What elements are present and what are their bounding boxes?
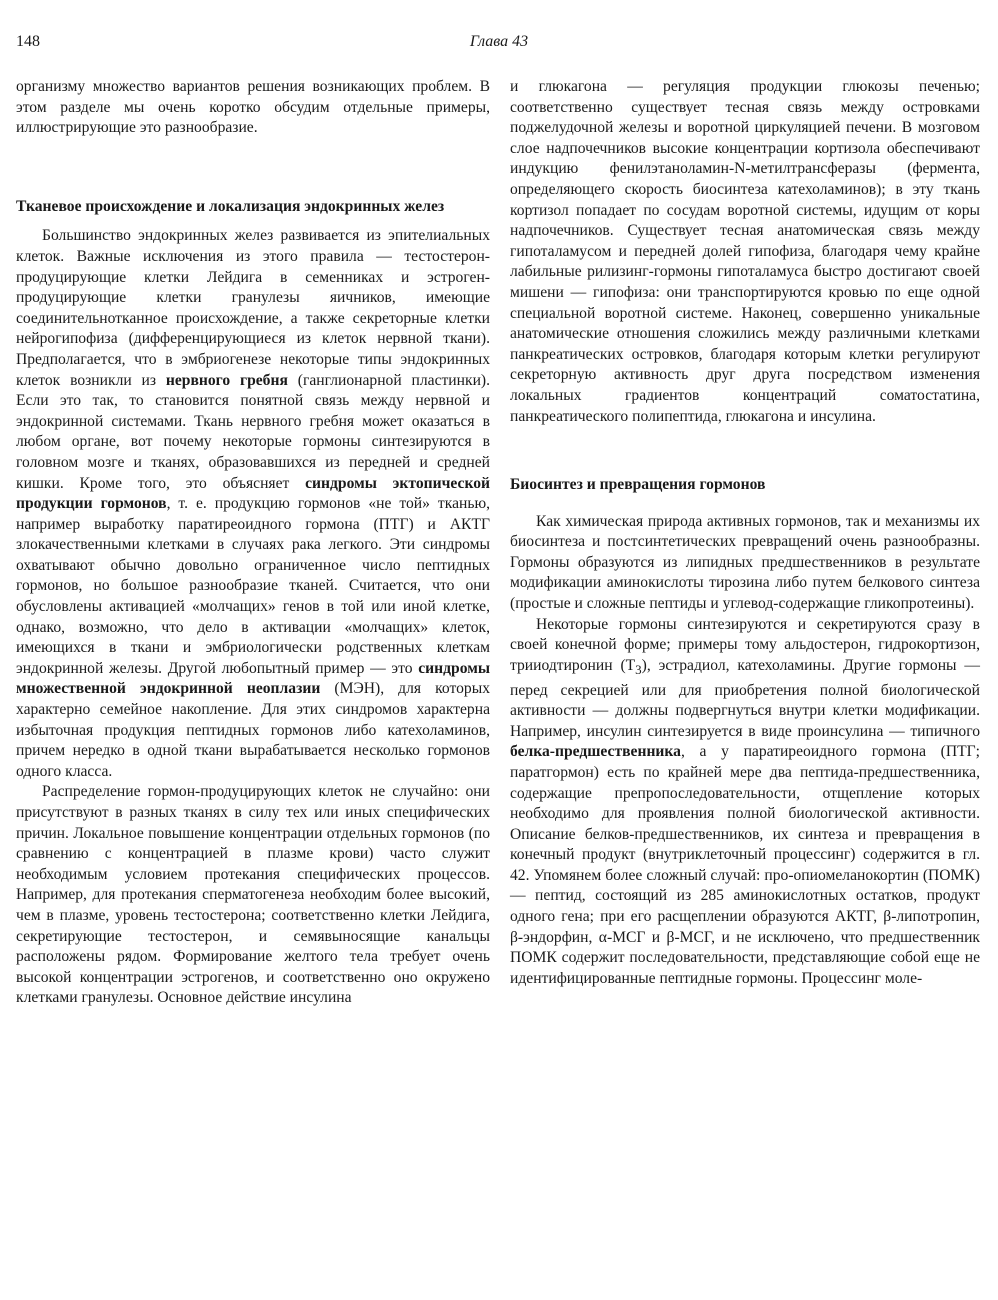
bold-term-ectopic-syndromes: синдромы эктопической продукции гормонов xyxy=(16,474,491,513)
text-run: Большинство эндокринных желез развивается из эпителиальных клеток. Важные исключения из этого правила — тестостерон-продуцирующие клетки Лейдига в семенниках и эстроген-продуцирующие клетки гранулезы яичников, имеющие соединительнотканное происхождение, а также секреторные клетки нейрогипофиза (дифференцирующиеся из клеток нервной ткани). Предполагается, что в эмбриогенезе некоторые типы эндокринных клеток возникли из xyxy=(16,227,490,389)
text-run: (МЭН), для которых характерно семейное накопление. Для этих синдромов характерна избыточная продукция пептидных гормонов либо катехоламинов, причем нередко в одной ткани вырабатывается несколько гормонов одного класса. xyxy=(16,680,490,780)
bold-term-precursor-protein: белка-предшественника xyxy=(510,743,681,761)
subscript-3: 3 xyxy=(635,661,642,677)
page-number: 148 xyxy=(16,33,40,50)
bold-term-men-syndromes: синдромы множественной эндокринной неоплазии xyxy=(16,659,490,698)
section-title-biosynthesis: Биосинтез и превращения гормонов xyxy=(510,476,766,494)
paragraph-tissue-origin xyxy=(16,226,490,782)
left-column xyxy=(16,77,490,1009)
paragraph-precursors xyxy=(510,615,980,990)
right-continuation-paragraph: и глюкагона — регуляция продукции глюкозы печенью; соответственно существует тесная связь между островками поджелудочной железы и воротной циркуляцией печени. В мозговом слое надпочечников высокие концентрации кортизола обеспечивают индукцию фенилэтаноламин-N-метилтрансферазы (фермента, определяющего скорость биосинтеза катехоламинов); в эту ткань кортизол попадает по сосудам воротной системы, идущим от коры надпочечников. Существует тесная анатомическая связь между гипоталамусом и передней долей гипофиза, благодаря чему крайне лабильные рилизинг-гормоны гипоталамуса быстро достигают своей мишени — гипофиза: они транспортируются кровью по еще одной специальной воротной системе. Наконец, совершенно уникальные анатомические отношения сложились между различными клетками панкреатических островков, благодаря которым клетки регулируют секреторную активность друг друга посредством изменения локальных градиентов концентраций соматостатина, панкреатического полипептида, глюкагона и инсулина. xyxy=(510,78,980,425)
text-run: (ганглионарной пластинки). Если это так, то становится понятной связь между нервной и эндокринной системами. Ткань нервного гребня может оказаться в любом органе, вот почему некоторые гормоны синтезируются в головном мозге и тканях, образовавшихся из передней и средней кишки. Кроме того, это объясняет xyxy=(16,371,491,492)
paragraph-cell-distribution: Распределение гормон-продуцирующих клеток не случайно: они присутствуют в разных тканях в силу тех или иных специфических причин. Локальное повышение концентрации отдельных гормонов (по сравнению с концентрацией в плазме крови) часто служит необходимым условием протекания специфических процессов. Например, для протекания сперматогенеза необходим более высокий, чем в плазме, уровень тестостерона; соответственно клетки Лейдига, секретирующие тестостерон, и семявыносящие канальцы расположены рядом. Формирование желтого тела требует очень высокой концентрации эстрогенов, и соответственно оно окружено клетками гранулезы. Основное действие инсулина xyxy=(16,783,490,1007)
paragraph-biosynthesis-intro: Как химическая природа активных гормонов, так и механизмы их биосинтеза и постсинтетических превращений очень разнообразны. Гормоны образуются из липидных предшественников в результате модификации аминокислоты тирозина либо путем белкового синтеза (простые и сложные пептиды и углевод-содержащие гликопротеины). xyxy=(510,512,980,613)
text-run: , а у паратиреоидного гормона (ПТГ; паратгормон) есть по крайней мере два пептида-предшественника, содержащие препропоследовательности, отщепление которых необходимо для проявления полной биологической активности. Описание белков-предшественников, их синтеза и превращения в конечный продукт (внутриклеточный процессинг) содержится в гл. 42. Упомянем более сложный случай: про-опиомеланокортин (ПОМК) — пептид, состоящий из 285 аминокислотных остатков, продукт одного гена; при его расщеплении образуются АКТГ, β-липотропин, β-эндорфин, α-МСГ и β-МСГ, и не исключено, что предшественник ПОМК содержит последовательности, представляющие собой еще не идентифицированные пептидные гормоны. Процессинг моле- xyxy=(510,743,980,987)
text-run: , т. е. продукцию гормонов «не той» тканью, например выработку паратиреоидного гормона (ПТГ) и АКТГ злокачественными клетками в случаях рака легкого. Эти синдромы охватывают обычно довольно ограниченное число пептидных гормонов, но большое разнообразие тканей. Считается, что они обусловлены активацией «молчащих» генов в той или иной клетке, однако, возможно, что дело в активации «молчащих» клеток, имеющихся в ткани и эмбриологически родственных клеткам эндокринной железы. Другой любопытный пример — это xyxy=(16,495,490,677)
bold-term-neural-crest: нервного гребня xyxy=(165,371,288,389)
text-run: ), эстрадиол, катехоламины. Другие гормоны — перед секрецией или для приобретения полной биологической активности — должны подвергнуться внутри клетки модификации. Например, инсулин синтезируется в виде проинсулина — типичного xyxy=(510,656,980,740)
section-title-tissue-origin: Тканевое происхождение и локализация эндокринных желез xyxy=(16,197,445,215)
running-head: Глава 43 xyxy=(469,33,529,50)
text-run: Некоторые гормоны синтезируются и секретируются сразу в своей конечной форме; примеры тому альдостерон, гидрокортизон, трииодтиронин (T xyxy=(510,615,980,674)
right-column xyxy=(510,77,980,989)
left-intro-paragraph: организму множество вариантов решения возникающих проблем. В этом разделе мы очень коротко обсудим отдельные примеры, иллюстрирующие это разнообразие. xyxy=(16,78,490,137)
